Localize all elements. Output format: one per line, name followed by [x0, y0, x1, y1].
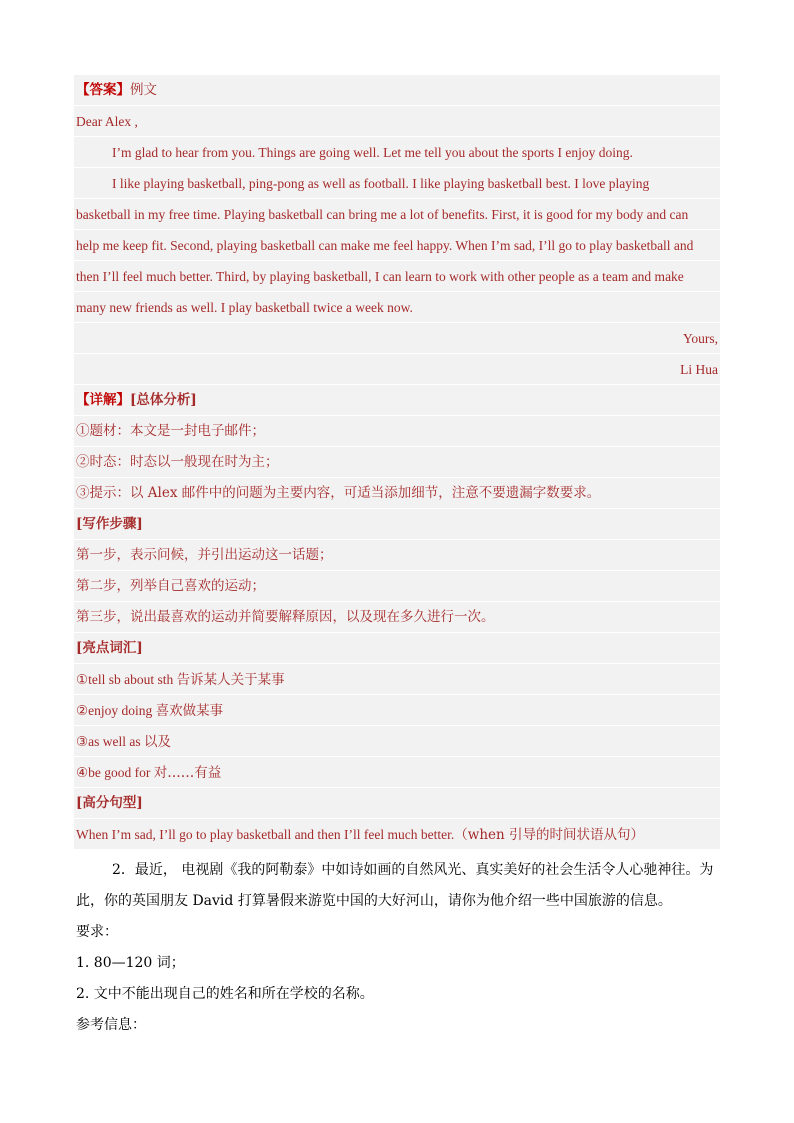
vocab-english: as well as — [88, 734, 144, 749]
item-number: ① — [76, 423, 90, 439]
vocab-item — [74, 726, 720, 757]
sample-label: 例文 — [130, 82, 157, 98]
question-2 — [76, 855, 722, 1041]
analysis-item — [74, 416, 720, 447]
question-2-line: 2．最近， 电视剧《我的阿勒泰》中如诗如画的自然风光、真实美好的社会生活令人心驰神往。为 — [112, 862, 714, 878]
analysis-heading — [74, 385, 720, 416]
answer-box — [74, 75, 720, 850]
steps-heading: [写作步骤] — [74, 509, 720, 540]
sentence-item — [74, 819, 720, 850]
analysis-item — [74, 478, 720, 509]
vocab-item — [74, 757, 720, 788]
item-number: ③ — [76, 734, 89, 750]
item-text: 时态：时态以一般现在时为主； — [89, 454, 279, 470]
step-item: 第二步，列举自己喜欢的运动； — [74, 571, 720, 602]
vocab-english: enjoy doing — [88, 703, 156, 718]
item-number: ④ — [76, 765, 89, 781]
item-number: ② — [76, 703, 89, 719]
requirement-item: 1. 80—120 词； — [76, 955, 185, 971]
requirements-label: 要求： — [76, 924, 118, 940]
item-text: 题材：本文是一封电子邮件； — [89, 423, 265, 439]
vocab-item — [74, 664, 720, 695]
paragraph-2-line: basketball in my free time. Playing basketball can bring me a lot of benefits. First, it is good for my body and can — [74, 199, 720, 230]
analysis-item — [74, 447, 720, 478]
paragraph-1: I’m glad to hear from you. Things are going well. Let me tell you about the sports I enjoy doing. — [74, 137, 720, 168]
item-number: ③ — [76, 485, 90, 501]
vocab-item — [74, 695, 720, 726]
closing: Yours, — [74, 323, 720, 354]
overall-analysis-label: [总体分析] — [130, 392, 197, 408]
paragraph-2-line: many new friends as well. I play basketball twice a week now. — [74, 292, 720, 323]
vocab-chinese: 告诉某人关于某事 — [176, 672, 285, 688]
signature: Li Hua — [74, 354, 720, 385]
step-item: 第一步，表示问候，并引出运动这一话题； — [74, 540, 720, 571]
vocab-chinese: 以及 — [143, 734, 171, 750]
vocab-chinese: 喜欢做某事 — [155, 703, 224, 719]
paragraph-2-line: I like playing basketball, ping-pong as well as football. I like playing basketball best. I love playing — [74, 168, 720, 199]
paragraph-2-line: help me keep fit. Second, playing basketball can make me feel happy. When I’m sad, I’ll go to play basketball and — [74, 230, 720, 261]
paragraph-2-line: then I’ll feel much better. Third, by playing basketball, I can learn to work with other people as a team and make — [74, 261, 720, 292]
question-2-line: 此，你的英国朋友 David 打算暑假来游览中国的大好河山，请你为他介绍一些中国旅游的信息。 — [76, 893, 672, 909]
step-item: 第三步，说出最喜欢的运动并简要解释原因，以及现在多久进行一次。 — [74, 602, 720, 633]
vocab-english: tell sb about sth — [88, 672, 177, 687]
vocab-english: be good for — [88, 765, 154, 780]
requirement-item: 2. 文中不能出现自己的姓名和所在学校的名称。 — [76, 986, 374, 1002]
sentence-english: When I’m sad, I’ll go to play basketball and then I’ll feel much better. — [76, 827, 455, 842]
answer-label: 【答案】 — [76, 82, 130, 98]
item-number: ② — [76, 454, 90, 470]
item-number: ① — [76, 672, 89, 688]
analysis-label: 【详解】 — [76, 392, 130, 408]
vocab-heading: [亮点词汇] — [74, 633, 720, 664]
salutation: Dear Alex , — [74, 106, 720, 137]
sentence-note: （when 引导的时间状语从句） — [454, 827, 644, 843]
vocab-chinese: 对……有益 — [153, 765, 222, 781]
answer-heading — [74, 75, 720, 106]
item-text: 提示：以 Alex 邮件中的问题为主要内容，可适当添加细节，注意不要遗漏字数要求。 — [89, 485, 601, 501]
reference-label: 参考信息： — [76, 1017, 146, 1033]
sentence-heading: [高分句型] — [74, 788, 720, 819]
